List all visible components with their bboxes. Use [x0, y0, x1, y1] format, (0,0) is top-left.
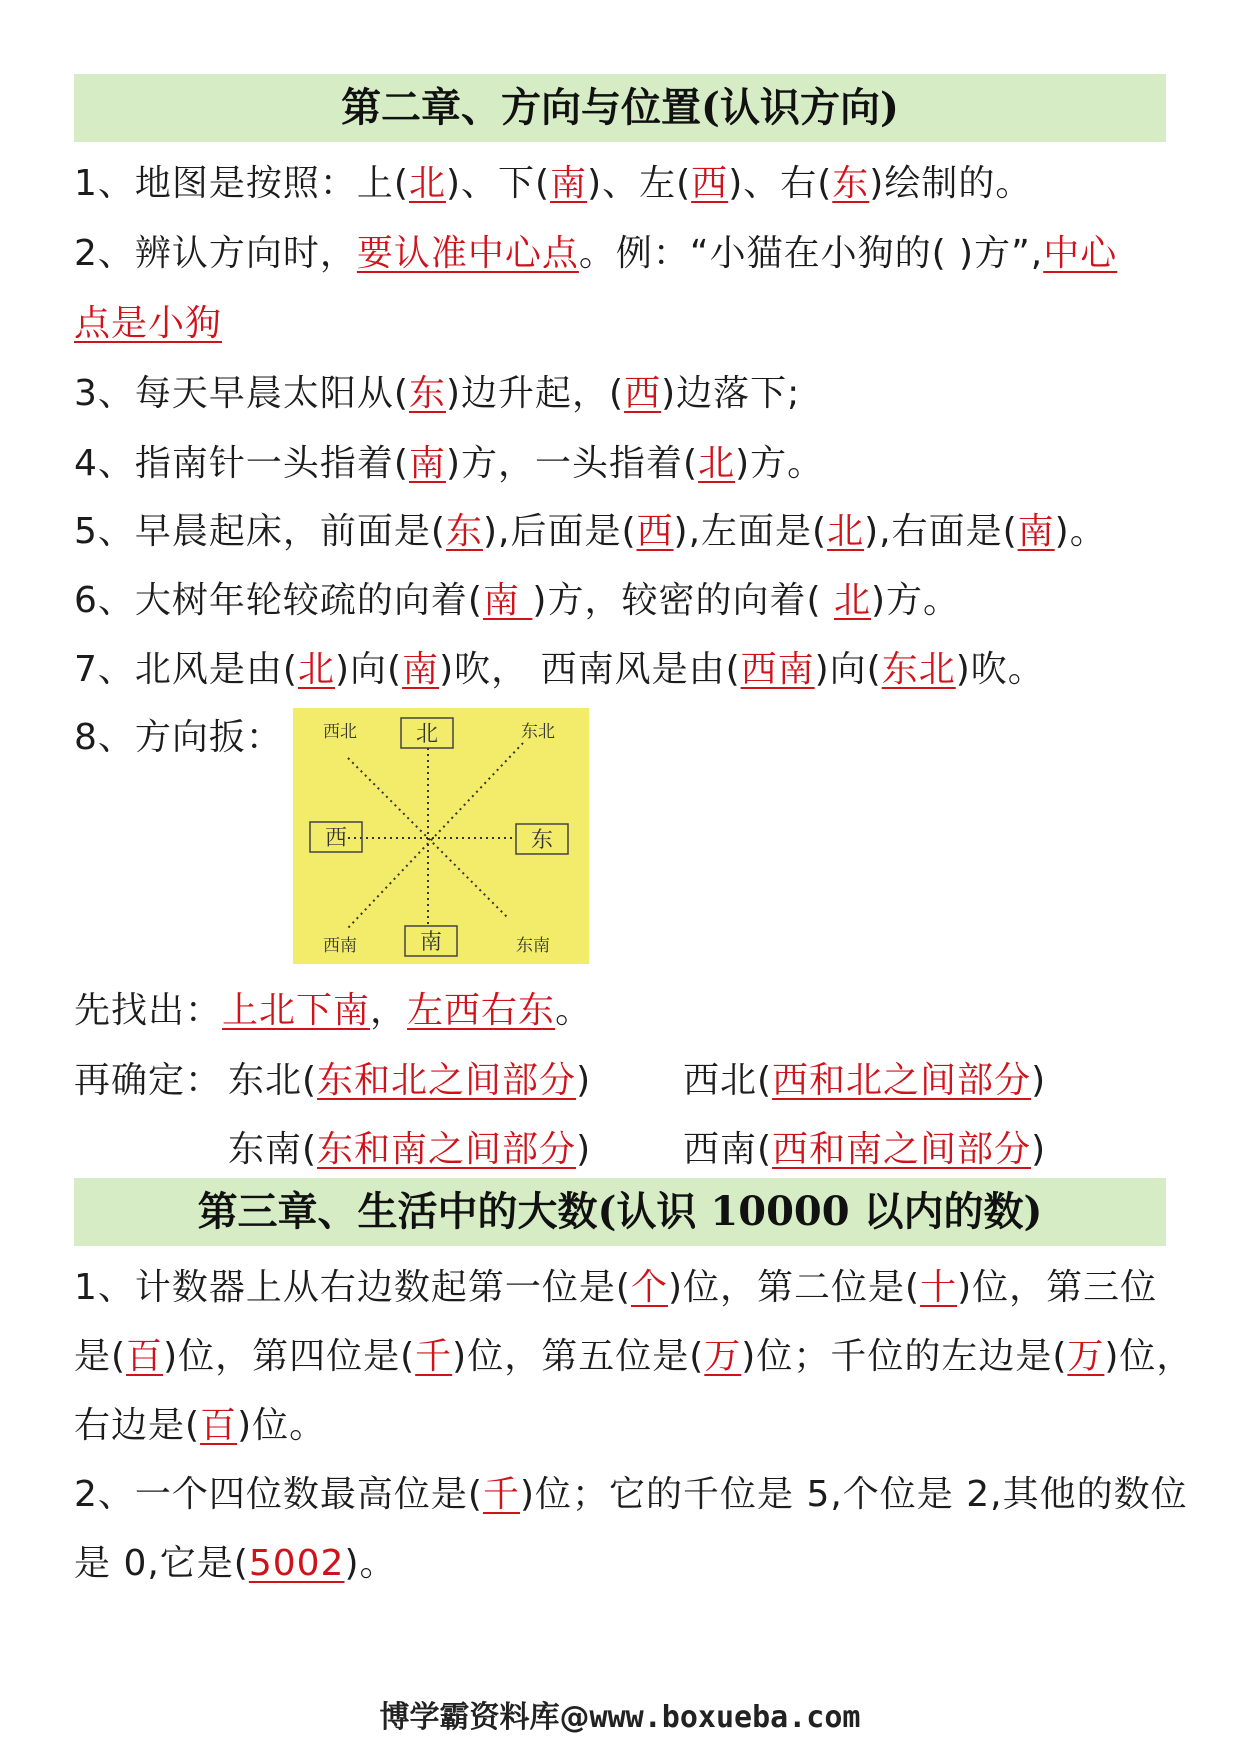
text: ): [1031, 1129, 1047, 1170]
text: 西南(: [683, 1129, 773, 1170]
confirm-southeast: [228, 1129, 592, 1170]
answer: 北: [833, 580, 871, 621]
text: 先找出：: [74, 990, 223, 1031]
answer: 东和南之间部分: [317, 1129, 577, 1170]
footer-url: www.boxueba.com: [589, 1700, 861, 1735]
answer: 东和北之间部分: [317, 1060, 577, 1101]
answer: 5002: [248, 1543, 345, 1584]
answer: 点是小狗: [74, 303, 223, 344]
text: 西北(: [683, 1060, 773, 1101]
answer: 东: [445, 511, 483, 552]
text: 7、北风是由(: [74, 649, 298, 690]
answer: 西和南之间部分: [772, 1129, 1032, 1170]
text: )位，: [1104, 1336, 1194, 1377]
text: )方。: [735, 443, 825, 484]
answer: 西南: [740, 649, 815, 690]
compass-diagram: [293, 708, 589, 964]
text: 。: [555, 990, 593, 1031]
text: ),右面是(: [864, 511, 1018, 552]
text: 1、计数器上从右边数起第一位是(: [74, 1267, 631, 1308]
text: )位；它的千位是 5,个位是 2,其他的数位: [519, 1474, 1188, 1515]
answer: 东北: [881, 649, 956, 690]
text: )。: [1054, 511, 1107, 552]
answer: 西: [636, 511, 674, 552]
text: )位；千位的左边是(: [741, 1336, 1068, 1377]
text: 是 0,它是(: [74, 1543, 249, 1584]
text: )、左(: [587, 163, 692, 204]
text: 东南(: [228, 1129, 318, 1170]
compass-northwest: 西北: [323, 722, 357, 742]
compass-east: 东: [530, 828, 554, 853]
answer: 百: [126, 1336, 164, 1377]
text: )位，第五位是(: [452, 1336, 705, 1377]
item-8: [74, 717, 283, 758]
text: ),后面是(: [482, 511, 637, 552]
item-2-cont: [74, 303, 223, 344]
text: )位，第三位: [957, 1267, 1158, 1308]
answer: 北: [408, 163, 446, 204]
chapter-3-title: 第三章、生活中的大数(认识 10000 以内的数): [74, 1178, 1166, 1246]
ch3-item-2-cont: [74, 1543, 397, 1584]
answer: 南: [402, 649, 440, 690]
footer-watermark: [0, 1692, 1240, 1736]
text: 4、指南针一头指着(: [74, 443, 409, 484]
text: )位，第四位是(: [163, 1336, 416, 1377]
item-7: [74, 649, 1045, 690]
text: 3、每天早晨太阳从(: [74, 373, 409, 414]
compass-northeast: 东北: [521, 722, 555, 742]
answer: 要认准中心点: [356, 233, 579, 274]
compass-north: 北: [415, 722, 439, 747]
answer: 南: [408, 443, 446, 484]
answer: 南: [482, 580, 533, 621]
text: )吹。: [955, 649, 1045, 690]
answer: 千: [415, 1336, 453, 1377]
item-1: [74, 163, 1033, 204]
confirm-label: 再确定：: [74, 1060, 223, 1101]
ne-sw-line: [348, 743, 523, 928]
answer: 东: [832, 163, 870, 204]
text: 2、辨认方向时，: [74, 233, 357, 274]
answer: 万: [704, 1336, 742, 1377]
answer: 西和北之间部分: [772, 1060, 1032, 1101]
answer: 北: [698, 443, 736, 484]
text: )向(: [814, 649, 882, 690]
text: 是(: [74, 1336, 127, 1377]
compass-west: 西: [324, 826, 348, 851]
compass-lines: [348, 743, 523, 928]
compass-southwest: 西南: [323, 936, 357, 956]
text: )方，较密的向着(: [532, 580, 834, 621]
confirm-northeast: [228, 1060, 592, 1101]
text: )。: [344, 1543, 397, 1584]
confirm-northwest: [683, 1060, 1047, 1101]
answer: 南: [1017, 511, 1055, 552]
ch3-item-1: [74, 1267, 1158, 1308]
answer: 中心: [1043, 233, 1118, 274]
answer: 北: [827, 511, 865, 552]
answer: 百: [200, 1405, 238, 1446]
answer: 南: [550, 163, 588, 204]
compass-southeast: 东南: [516, 936, 550, 956]
ch3-item-2: [74, 1474, 1188, 1515]
answer: 上北下南: [222, 990, 371, 1031]
text: 8、方向扳：: [74, 717, 283, 758]
answer: 西: [691, 163, 729, 204]
text: )吹， 西南风是由(: [439, 649, 741, 690]
item-4: [74, 443, 825, 484]
item-3: [74, 373, 801, 414]
footer-site: 博学霸资料库@: [379, 1700, 590, 1735]
text: ): [1031, 1060, 1047, 1101]
text: 6、大树年轮较疏的向着(: [74, 580, 483, 621]
text: )方，一头指着(: [445, 443, 699, 484]
text: )位，第二位是(: [667, 1267, 921, 1308]
text: ),左面是(: [673, 511, 828, 552]
item-6: [74, 580, 961, 621]
item-2: [74, 233, 1118, 274]
answer: 万: [1067, 1336, 1105, 1377]
answer: 西: [624, 373, 662, 414]
compass-svg: [293, 708, 589, 964]
answer: 左西右东: [407, 990, 556, 1031]
text: 东北(: [228, 1060, 318, 1101]
text: )向(: [334, 649, 403, 690]
text: 2、一个四位数最高位是(: [74, 1474, 483, 1515]
text: ，: [370, 990, 408, 1031]
ch3-item-1-cont: [74, 1336, 1194, 1377]
text: 右边是(: [74, 1405, 201, 1446]
confirm-southwest: [683, 1129, 1047, 1170]
find-line: [74, 990, 593, 1031]
answer: 个: [630, 1267, 668, 1308]
answer: 十: [920, 1267, 958, 1308]
answer: 北: [297, 649, 335, 690]
text: 1、地图是按照：上(: [74, 163, 409, 204]
text: )、下(: [445, 163, 551, 204]
text: )绘制的。: [869, 163, 1033, 204]
text: )方。: [870, 580, 961, 621]
text: ): [576, 1060, 592, 1101]
text: ): [576, 1129, 592, 1170]
ch3-item-1-cont2: [74, 1405, 327, 1446]
compass-south: 南: [419, 930, 443, 955]
answer: 东: [408, 373, 446, 414]
item-5: [74, 511, 1107, 552]
text: 5、早晨起床，前面是(: [74, 511, 446, 552]
text: )边落下;: [661, 373, 801, 414]
chapter-2-title: 第二章、方向与位置(认识方向): [74, 74, 1166, 142]
text: 。例：“小猫在小狗的( )方”,: [578, 233, 1044, 274]
text: )、右(: [728, 163, 833, 204]
answer: 千: [482, 1474, 520, 1515]
text: )位。: [237, 1405, 327, 1446]
text: )边升起，(: [445, 373, 625, 414]
